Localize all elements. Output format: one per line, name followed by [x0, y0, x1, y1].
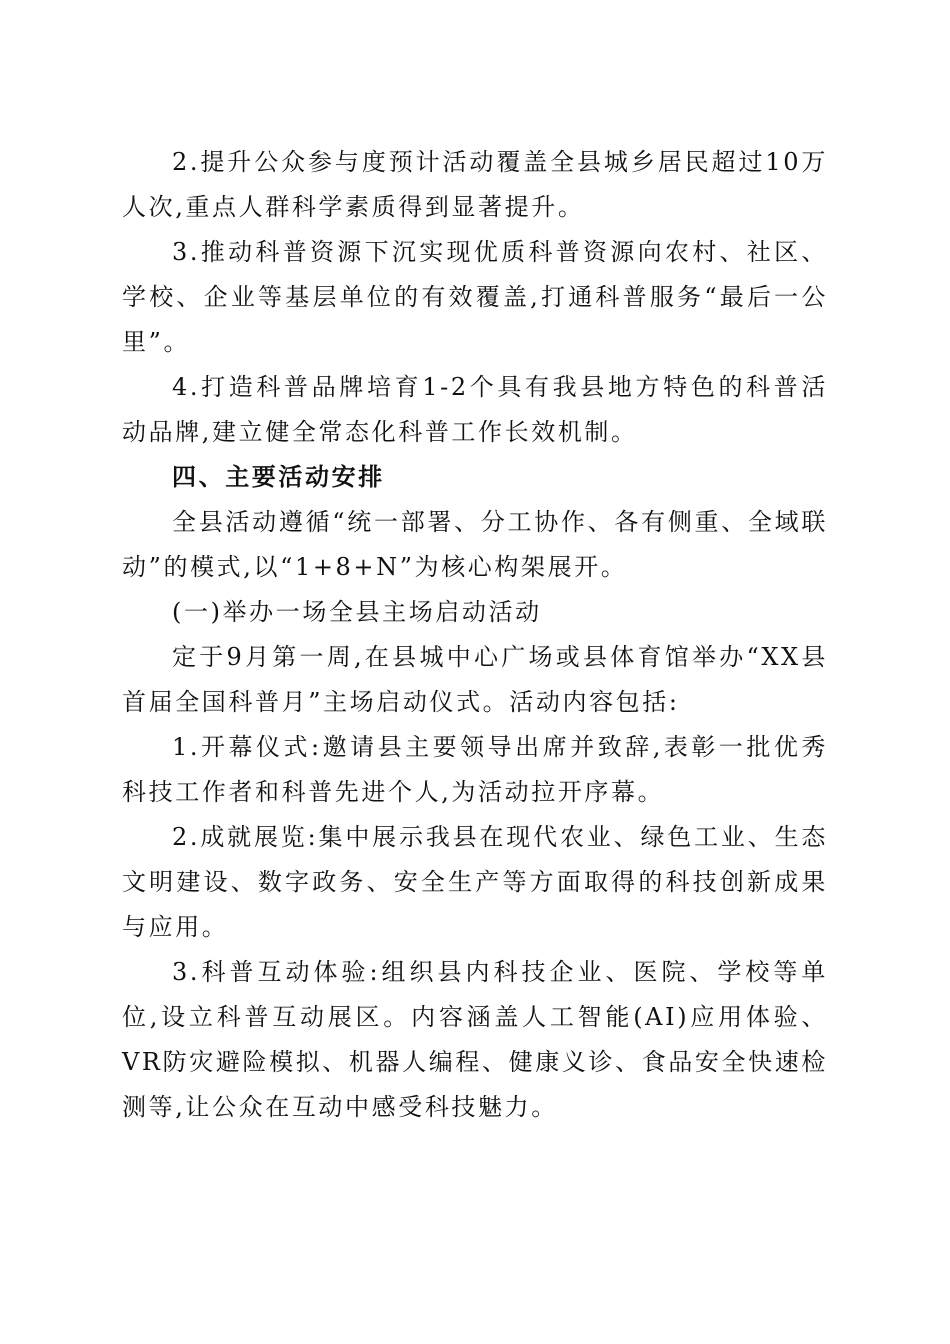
goal-item-2: 2.提升公众参与度预计活动覆盖全县城乡居民超过10万人次,重点人群科学素质得到显著提升。: [122, 148, 828, 221]
activity-item-2: 2.成就展览:集中展示我县在现代农业、绿色工业、生态文明建设、数字政务、安全生产等方面取得的科技创新成果与应用。: [122, 823, 828, 941]
goal-item-4: 4.打造科普品牌培育1-2个具有我县地方特色的科普活动品牌,建立健全常态化科普工作长效机制。: [122, 373, 828, 446]
launch-event-description: 定于9月第一周,在县城中心广场或县体育馆举办“XX县首届全国科普月”主场启动仪式。活动内容包括:: [122, 643, 828, 716]
goal-item-3: 3.推动科普资源下沉实现优质科普资源向农村、社区、学校、企业等基层单位的有效覆盖,打通科普服务“最后一公里”。: [122, 238, 828, 356]
subsection-heading-1: (一)举办一场全县主场启动活动: [172, 598, 542, 626]
activity-item-3: 3.科普互动体验:组织县内科技企业、医院、学校等单位,设立科普互动展区。内容涵盖人工智能(AI)应用体验、VR防灾避险模拟、机器人编程、健康义诊、食品安全快速检测等,让公众在互动中感受科技魅力。: [122, 958, 828, 1121]
document-body: [122, 140, 828, 1130]
activity-item-1: 1.开幕仪式:邀请县主要领导出席并致辞,表彰一批优秀科技工作者和科普先进个人,为活动拉开序幕。: [122, 733, 828, 806]
section-heading-4: 四、主要活动安排: [172, 463, 385, 491]
section-intro: 全县活动遵循“统一部署、分工协作、各有侧重、全域联动”的模式,以“1+8+N”为核心构架展开。: [122, 508, 828, 581]
